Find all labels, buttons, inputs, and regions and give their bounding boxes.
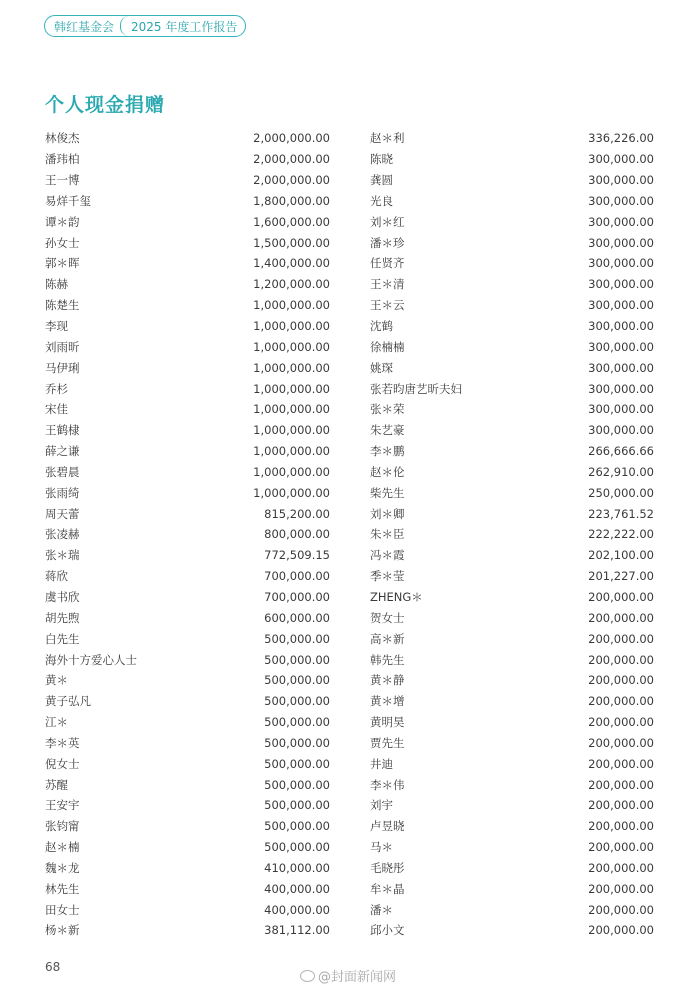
donor-name: 张凌赫 (45, 527, 80, 542)
donor-row (370, 336, 654, 357)
donation-amount: 200,000.00 (588, 798, 654, 813)
donor-name: 王一博 (45, 173, 80, 188)
donor-name: 潘玮柏 (45, 152, 80, 167)
donor-name: 冯＊霞 (370, 548, 405, 563)
donor-name: 贺女士 (370, 610, 405, 625)
donor-name: 陈晓 (370, 152, 393, 167)
donation-amount: 300,000.00 (588, 319, 654, 334)
header-org-name: 韩红基金会 (54, 19, 115, 34)
donor-name: 刘宇 (370, 798, 393, 813)
donation-amount: 223,761.52 (588, 506, 654, 521)
donation-amount: 200,000.00 (588, 589, 654, 604)
donor-name: 黄子弘凡 (45, 694, 91, 709)
donor-name: 朱艺豪 (370, 423, 405, 438)
donation-amount: 1,000,000.00 (253, 485, 330, 500)
donor-row (370, 399, 654, 420)
donation-amount: 300,000.00 (588, 152, 654, 167)
donor-name: 姚琛 (370, 360, 393, 375)
donor-name: 薛之谦 (45, 444, 80, 459)
donor-row (370, 232, 654, 253)
donor-row (45, 128, 330, 149)
watermark-text: @封面新闻网 (318, 970, 397, 985)
donation-amount: 1,000,000.00 (253, 319, 330, 334)
donor-row (370, 274, 654, 295)
donor-row (370, 482, 654, 503)
donor-row (370, 545, 654, 566)
donation-amount: 1,500,000.00 (253, 235, 330, 250)
donation-amount: 300,000.00 (588, 298, 654, 313)
donor-row (370, 607, 654, 628)
donation-amount: 266,666.66 (588, 444, 654, 459)
donor-name: 王安宇 (45, 798, 80, 813)
donor-row (370, 149, 654, 170)
donation-amount: 300,000.00 (588, 277, 654, 292)
donor-row (45, 482, 330, 503)
section-title: 个人现金捐赠 (45, 94, 166, 116)
donation-amount: 400,000.00 (264, 881, 330, 896)
donor-name: ZHENG＊ (370, 589, 423, 604)
donor-row (45, 462, 330, 483)
donor-row (45, 253, 330, 274)
donor-name: 龚圆 (370, 173, 393, 188)
donor-row (370, 732, 654, 753)
donor-row (45, 712, 330, 733)
donation-amount: 200,000.00 (588, 735, 654, 750)
donor-name: 高＊新 (370, 631, 405, 646)
donor-row (370, 357, 654, 378)
donation-amount: 300,000.00 (588, 214, 654, 229)
donor-row (45, 441, 330, 462)
donor-name: 任贤齐 (370, 256, 405, 271)
donor-name: 韩先生 (370, 652, 405, 667)
donor-row (45, 378, 330, 399)
donation-amount: 202,100.00 (588, 548, 654, 563)
donor-name: 田女士 (45, 902, 80, 917)
donor-name: 张碧晨 (45, 464, 80, 479)
donor-row (45, 795, 330, 816)
donor-row (370, 837, 654, 858)
donor-name: 魏＊龙 (45, 860, 80, 875)
donor-row (370, 670, 654, 691)
donor-row (45, 691, 330, 712)
donation-amount: 250,000.00 (588, 485, 654, 500)
donation-amount: 262,910.00 (588, 464, 654, 479)
donation-amount: 222,222.00 (588, 527, 654, 542)
donation-amount: 200,000.00 (588, 840, 654, 855)
donor-name: 黄＊增 (370, 694, 405, 709)
donation-amount: 200,000.00 (588, 881, 654, 896)
donor-row (45, 670, 330, 691)
donor-name: 乔杉 (45, 381, 68, 396)
donor-name: 马＊ (370, 840, 393, 855)
donor-name: 马伊琍 (45, 360, 80, 375)
donor-name: 王鹤棣 (45, 423, 80, 438)
donation-amount: 400,000.00 (264, 902, 330, 917)
donation-amount: 200,000.00 (588, 715, 654, 730)
donor-row (45, 774, 330, 795)
donor-name: 黄明昊 (370, 715, 405, 730)
donation-amount: 500,000.00 (264, 756, 330, 771)
donation-amount: 1,200,000.00 (253, 277, 330, 292)
donation-amount: 500,000.00 (264, 652, 330, 667)
donor-row (370, 295, 654, 316)
donor-name: 张＊瑞 (45, 548, 80, 563)
donor-name: 易烊千玺 (45, 193, 91, 208)
donor-row (45, 274, 330, 295)
donation-amount: 200,000.00 (588, 902, 654, 917)
donor-row (45, 399, 330, 420)
donor-row (370, 899, 654, 920)
donor-row (45, 837, 330, 858)
donor-name: 王＊清 (370, 277, 405, 292)
donor-name: 光良 (370, 193, 393, 208)
donation-amount: 336,226.00 (588, 131, 654, 146)
donor-row (45, 899, 330, 920)
donation-amount: 2,000,000.00 (253, 152, 330, 167)
donor-row (45, 191, 330, 212)
donor-row (45, 607, 330, 628)
donation-amount: 381,112.00 (264, 923, 330, 938)
donation-amount: 1,000,000.00 (253, 402, 330, 417)
donation-amount: 500,000.00 (264, 798, 330, 813)
donor-row (370, 211, 654, 232)
donation-amount: 500,000.00 (264, 819, 330, 834)
donor-row (45, 649, 330, 670)
donor-row (370, 774, 654, 795)
donor-list-left (45, 128, 330, 941)
donation-amount: 200,000.00 (588, 631, 654, 646)
donation-amount: 300,000.00 (588, 339, 654, 354)
donation-amount: 500,000.00 (264, 840, 330, 855)
donor-name: 林先生 (45, 881, 80, 896)
donor-name: 苏醒 (45, 777, 68, 792)
watermark (300, 966, 396, 985)
donation-amount: 200,000.00 (588, 652, 654, 667)
donation-amount: 500,000.00 (264, 715, 330, 730)
donor-name: 井迪 (370, 756, 393, 771)
donor-row (45, 878, 330, 899)
report-header-pill (44, 15, 246, 37)
donation-amount: 500,000.00 (264, 735, 330, 750)
donor-row (45, 524, 330, 545)
donation-amount: 300,000.00 (588, 381, 654, 396)
donor-name: 刘＊卿 (370, 506, 405, 521)
donor-row (45, 816, 330, 837)
donor-name: 牟＊晶 (370, 881, 405, 896)
donation-amount: 200,000.00 (588, 819, 654, 834)
donor-name: 宋佳 (45, 402, 68, 417)
donor-row (45, 357, 330, 378)
donation-amount: 201,227.00 (588, 569, 654, 584)
header-divider (120, 16, 129, 36)
donor-row (370, 795, 654, 816)
donation-amount: 410,000.00 (264, 860, 330, 875)
donor-row (370, 878, 654, 899)
donor-row (45, 503, 330, 524)
donation-amount: 700,000.00 (264, 569, 330, 584)
donor-row (370, 316, 654, 337)
donation-amount: 500,000.00 (264, 694, 330, 709)
donor-row (45, 170, 330, 191)
donor-name: 杨＊新 (45, 923, 80, 938)
donor-row (370, 691, 654, 712)
donor-name: 孙女士 (45, 235, 80, 250)
donor-name: 李＊鹏 (370, 444, 405, 459)
donor-name: 潘＊珍 (370, 235, 405, 250)
donor-row (45, 858, 330, 879)
donor-name: 黄＊ (45, 673, 68, 688)
donation-amount: 500,000.00 (264, 777, 330, 792)
donor-name: 张＊荣 (370, 402, 405, 417)
donor-name: 张若昀唐艺昕夫妇 (370, 381, 462, 396)
donation-amount: 300,000.00 (588, 193, 654, 208)
donor-name: 白先生 (45, 631, 80, 646)
donor-name: 朱＊臣 (370, 527, 405, 542)
donor-name: 赵＊楠 (45, 840, 80, 855)
donation-amount: 300,000.00 (588, 402, 654, 417)
donor-name: 潘＊ (370, 902, 393, 917)
donor-row (45, 753, 330, 774)
donation-amount: 200,000.00 (588, 756, 654, 771)
donation-amount: 300,000.00 (588, 235, 654, 250)
donor-row (370, 753, 654, 774)
donation-amount: 1,000,000.00 (253, 381, 330, 396)
donor-row (45, 232, 330, 253)
donation-amount: 500,000.00 (264, 631, 330, 646)
donor-row (370, 503, 654, 524)
donor-row (45, 211, 330, 232)
donor-name: 江＊ (45, 715, 68, 730)
donor-name: 蒋欣 (45, 569, 68, 584)
donor-row (45, 420, 330, 441)
donor-name: 李＊伟 (370, 777, 405, 792)
donor-name: 徐楠楠 (370, 339, 405, 354)
donation-amount: 1,600,000.00 (253, 214, 330, 229)
donor-name: 谭＊韵 (45, 214, 80, 229)
donor-row (370, 587, 654, 608)
donor-name: 刘＊红 (370, 214, 405, 229)
donation-amount: 200,000.00 (588, 923, 654, 938)
donor-name: 王＊云 (370, 298, 405, 313)
donor-name: 卢昱晓 (370, 819, 405, 834)
donor-name: 赵＊伦 (370, 464, 405, 479)
donor-row (45, 566, 330, 587)
donation-amount: 600,000.00 (264, 610, 330, 625)
donor-row (370, 128, 654, 149)
donor-row (45, 920, 330, 941)
donor-name: 邱小文 (370, 923, 405, 938)
donor-name: 周天蕾 (45, 506, 80, 521)
donor-row (370, 712, 654, 733)
donor-row (370, 191, 654, 212)
donor-name: 柴先生 (370, 485, 405, 500)
donation-amount: 1,800,000.00 (253, 193, 330, 208)
donation-amount: 500,000.00 (264, 673, 330, 688)
donation-amount: 200,000.00 (588, 673, 654, 688)
donor-row (370, 253, 654, 274)
donation-amount: 300,000.00 (588, 360, 654, 375)
donor-name: 林俊杰 (45, 131, 80, 146)
donor-row (370, 420, 654, 441)
donor-name: 郭＊晖 (45, 256, 80, 271)
donor-row (45, 732, 330, 753)
donor-row (45, 295, 330, 316)
donation-amount: 700,000.00 (264, 589, 330, 604)
donation-amount: 200,000.00 (588, 777, 654, 792)
donor-row (370, 441, 654, 462)
donor-row (370, 628, 654, 649)
donation-amount: 2,000,000.00 (253, 173, 330, 188)
donation-amount: 300,000.00 (588, 423, 654, 438)
donor-row (370, 920, 654, 941)
donor-name: 李现 (45, 319, 68, 334)
donor-row (45, 587, 330, 608)
donor-name: 张雨绮 (45, 485, 80, 500)
donor-name: 沈鹤 (370, 319, 393, 334)
donation-amount: 1,000,000.00 (253, 444, 330, 459)
donation-amount: 2,000,000.00 (253, 131, 330, 146)
page-number: 68 (45, 960, 61, 974)
donation-amount: 1,400,000.00 (253, 256, 330, 271)
donor-name: 张钧甯 (45, 819, 80, 834)
donor-name: 赵＊利 (370, 131, 405, 146)
donation-amount: 300,000.00 (588, 173, 654, 188)
donor-list-right (370, 128, 654, 941)
donor-name: 刘雨昕 (45, 339, 80, 354)
donation-amount: 800,000.00 (264, 527, 330, 542)
donation-amount: 200,000.00 (588, 694, 654, 709)
donation-amount: 200,000.00 (588, 610, 654, 625)
donor-name: 毛晓彤 (370, 860, 405, 875)
donation-amount: 815,200.00 (264, 506, 330, 521)
donor-name: 海外十方爱心人士 (45, 652, 137, 667)
donor-name: 季＊莹 (370, 569, 405, 584)
donation-amount: 1,000,000.00 (253, 360, 330, 375)
donor-row (45, 336, 330, 357)
donation-amount: 200,000.00 (588, 860, 654, 875)
donor-row (370, 524, 654, 545)
donor-name: 虞书欣 (45, 589, 80, 604)
donation-amount: 1,000,000.00 (253, 339, 330, 354)
donor-name: 陈楚生 (45, 298, 80, 313)
weibo-icon (300, 970, 315, 982)
donor-name: 倪女士 (45, 756, 80, 771)
donor-name: 胡先煦 (45, 610, 80, 625)
donation-amount: 300,000.00 (588, 256, 654, 271)
donation-amount: 1,000,000.00 (253, 423, 330, 438)
donor-row (370, 649, 654, 670)
donor-name: 李＊英 (45, 735, 80, 750)
donor-row (370, 816, 654, 837)
donor-row (45, 149, 330, 170)
donor-row (45, 545, 330, 566)
donor-row (370, 858, 654, 879)
donor-row (370, 462, 654, 483)
donation-amount: 772,509.15 (264, 548, 330, 563)
donor-row (45, 316, 330, 337)
donor-row (370, 566, 654, 587)
donor-row (370, 170, 654, 191)
donor-name: 陈赫 (45, 277, 68, 292)
donation-amount: 1,000,000.00 (253, 298, 330, 313)
donor-name: 黄＊静 (370, 673, 405, 688)
donor-name: 贾先生 (370, 735, 405, 750)
donor-row (370, 378, 654, 399)
donation-amount: 1,000,000.00 (253, 464, 330, 479)
header-report-title: 2025 年度工作报告 (131, 19, 238, 34)
donor-row (45, 628, 330, 649)
